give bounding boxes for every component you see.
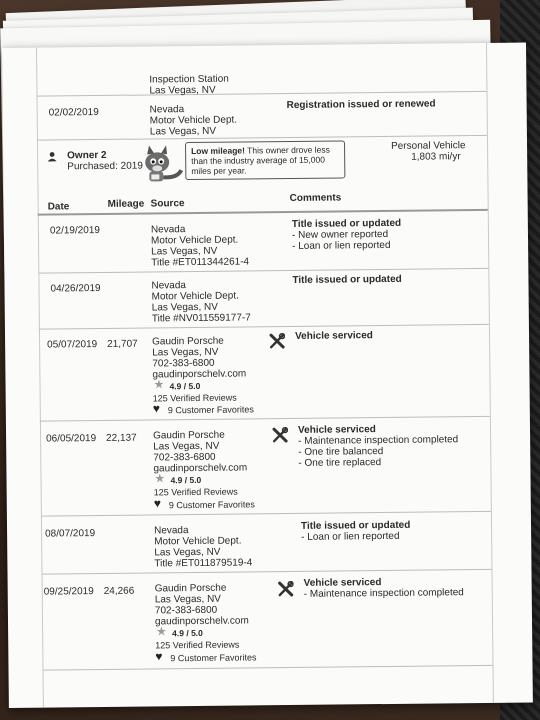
review-count: 125 Verified Reviews (153, 486, 238, 498)
callout-line: miles per year. (191, 165, 247, 177)
row-date: 06/05/2019 (46, 433, 97, 445)
frame-left (36, 48, 44, 708)
heart-icon: ♥ (153, 496, 161, 511)
review-count: 125 Verified Reviews (152, 392, 237, 404)
source-line: Motor Vehicle Dept. (149, 114, 238, 127)
row-source-line: Title #ET011879519-4 (154, 557, 253, 570)
star-icon: ★ (153, 377, 165, 392)
divider (40, 416, 490, 422)
row-source-line: Gaudin Porsche (154, 582, 227, 595)
row-source-line: gaudinporschelv.com (152, 368, 247, 381)
row-source-line: Title #NV011559177-7 (151, 312, 251, 325)
row-source-line: Las Vegas, NV (151, 301, 218, 314)
row-comment-title: Title issued or updated (291, 217, 402, 230)
heart-icon: ♥ (152, 401, 160, 416)
review-count: 125 Verified Reviews (155, 639, 240, 651)
station-city: Las Vegas, NV (149, 84, 216, 97)
row-source-line: Gaudin Porsche (152, 335, 224, 348)
row-source-line: 702-383-6800 (153, 451, 216, 464)
row-source-line: Las Vegas, NV (152, 346, 219, 359)
row-comment-title: Title issued or updated (300, 519, 411, 532)
row-comment-title: Vehicle serviced (297, 424, 376, 436)
row-comment-title: Title issued or updated (292, 273, 402, 286)
header-source: Source (150, 198, 185, 210)
row-source-line: Gaudin Porsche (153, 429, 225, 442)
row-source-line: Motor Vehicle Dept. (154, 535, 242, 548)
row-date: 05/07/2019 (47, 339, 98, 351)
row-source-line: 702-383-6800 (154, 604, 218, 617)
record-comment: Registration issued or renewed (286, 98, 436, 112)
person-icon (47, 151, 57, 161)
low-mileage-callout (185, 140, 345, 180)
row-source-line: Las Vegas, NV (151, 245, 218, 258)
row-comment-line: - Maintenance inspection completed (298, 434, 459, 447)
owner-purchased: Purchased: 2019 (67, 160, 143, 173)
wrench-screwdriver-icon (272, 427, 288, 443)
station-line: Inspection Station (149, 73, 229, 86)
row-comment-line: - Loan or lien reported (292, 239, 391, 252)
divider (41, 511, 491, 517)
favorites-count: 9 Customer Favorites (168, 499, 255, 511)
header-comments: Comments (289, 192, 342, 204)
record-date: 02/02/2019 (48, 106, 99, 119)
wrench-screwdriver-icon (269, 333, 285, 349)
row-comment-line: - One tire replaced (298, 457, 382, 469)
row-source-line: gaudinporschelv.com (153, 462, 248, 475)
row-comment-line: - Maintenance inspection completed (303, 587, 464, 600)
rating-value: 4.9 / 5.0 (172, 627, 203, 639)
heart-icon: ♥ (155, 649, 163, 664)
divider (39, 324, 489, 330)
rating-value: 4.9 / 5.0 (170, 474, 202, 486)
divider (42, 569, 492, 575)
favorites-count: 9 Customer Favorites (170, 652, 257, 664)
star-icon: ★ (156, 624, 167, 639)
divider (38, 268, 488, 274)
row-source-line: Las Vegas, NV (154, 546, 221, 559)
callout-bold: Low mileage! (191, 145, 245, 157)
row-mileage: 21,707 (107, 338, 138, 350)
row-source-line: Motor Vehicle Dept. (150, 234, 239, 247)
miles-per-year: 1,803 mi/yr (411, 151, 461, 163)
callout-text: This owner drove less (244, 144, 330, 156)
star-icon: ★ (154, 471, 166, 486)
row-date: 08/07/2019 (45, 528, 96, 540)
favorites-count: 9 Customer Favorites (167, 404, 254, 416)
wrench-screwdriver-icon (278, 581, 294, 597)
row-source-line: Motor Vehicle Dept. (151, 290, 239, 303)
row-source-line: 702-383-6800 (152, 357, 215, 370)
rating-value: 4.9 / 5.0 (169, 380, 201, 392)
row-source-line: gaudinporschelv.com (154, 615, 249, 628)
row-mileage: 24,266 (103, 585, 135, 597)
row-source-line: Las Vegas, NV (153, 440, 220, 453)
vehicle-type: Personal Vehicle (390, 140, 466, 152)
header-date: Date (47, 201, 70, 213)
row-source-line: Nevada (151, 280, 187, 292)
row-mileage: 22,137 (106, 432, 137, 444)
row-comment-title: Vehicle serviced (294, 330, 373, 342)
row-date: 09/25/2019 (43, 586, 94, 598)
row-comment-line: - New owner reported (291, 228, 389, 241)
frame-right (486, 43, 494, 703)
header-divider (38, 209, 488, 216)
source-line: Las Vegas, NV (149, 125, 217, 138)
header-mileage: Mileage (107, 198, 145, 210)
row-source-line: Las Vegas, NV (154, 593, 221, 606)
row-comment-line: - One tire balanced (298, 446, 384, 458)
row-comment-title: Vehicle serviced (303, 577, 382, 589)
row-comment-line: - Loan or lien reported (301, 530, 400, 543)
row-source-line: Nevada (154, 525, 189, 537)
divider (43, 665, 493, 671)
owner-title: Owner 2 (67, 149, 107, 162)
source-line: Nevada (149, 104, 185, 116)
carfox-mascot-icon (139, 144, 183, 186)
row-date: 02/19/2019 (49, 224, 101, 237)
row-source-line: Title #ET011344261-4 (151, 256, 250, 269)
callout-line: than the industry average of 15,000 (191, 154, 325, 167)
divider (37, 91, 487, 97)
row-source-line: Nevada (150, 224, 186, 236)
report-page (2, 43, 533, 708)
row-date: 04/26/2019 (50, 282, 101, 295)
